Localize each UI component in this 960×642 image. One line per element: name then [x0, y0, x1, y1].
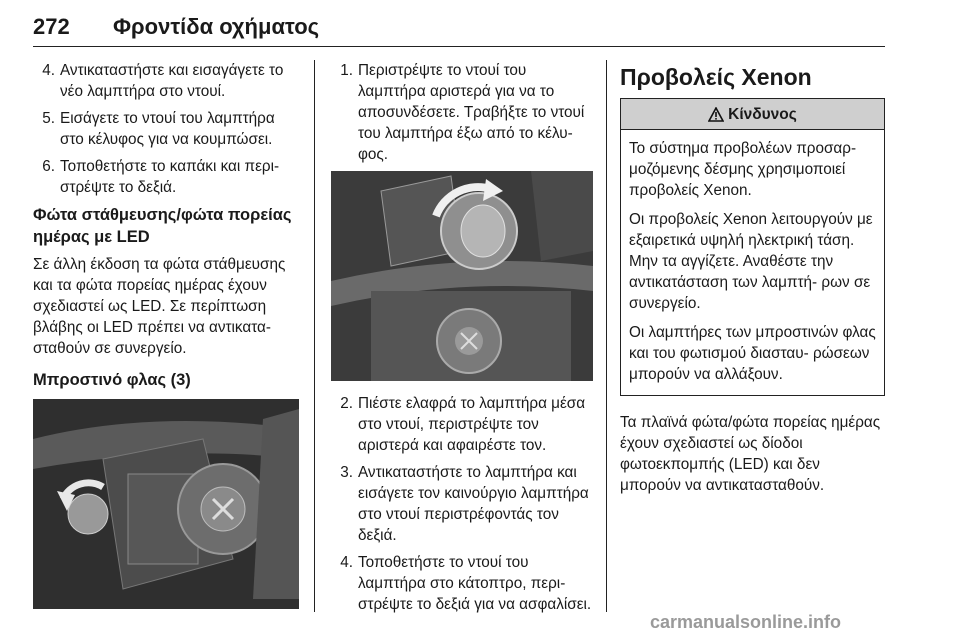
- column-divider: [314, 60, 315, 612]
- section-title: Φροντίδα οχήματος: [113, 14, 320, 39]
- danger-paragraph: Το σύστημα προβολέων προσαρ‐ μοζόμενης δέσμης χρησιμοποιεί προβολείς Xenon.: [629, 140, 857, 199]
- step-number: 6.: [42, 158, 55, 175]
- led-note: Τα πλαϊνά φώτα/φώτα πορείας ημέρας έχουν σχεδιαστεί ως δίοδοι φωτοεκπομπής (LED) και δεν μπορούν να αντικατασταθούν.: [620, 414, 881, 494]
- step-number: 3.: [340, 464, 353, 481]
- warning-triangle-icon: [708, 107, 724, 122]
- list-item: [331, 60, 593, 165]
- list-item: [33, 156, 299, 198]
- step-text: Εισάγετε το ντουί του λαμπτήρα στο κέλυφος για να κουμπώσει.: [60, 110, 275, 148]
- list-item: [33, 60, 299, 102]
- step-text: Τοποθετήστε το καπάκι και περι‐ στρέψτε το δεξιά.: [60, 158, 280, 196]
- danger-paragraph: Οι προβολείς Xenon λειτουργούν με εξαιρετικά υψηλή ηλεκτρική τάση. Μην τα αγγίζετε. Αναθέστε την αντικατάσταση των λαμπτή‐ ρων σε συνεργείο.: [629, 211, 873, 312]
- step-number: 2.: [340, 395, 353, 412]
- column-right: [620, 60, 885, 506]
- step-text: Περιστρέψτε το ντουί του λαμπτήρα αριστερά για να το αποσυνδέσετε. Τραβήξτε το ντουί του λαμπτήρα έξω από το κέλυ‐ φος.: [358, 62, 585, 163]
- steps-list: [331, 60, 593, 165]
- danger-box-body: [621, 130, 884, 395]
- headlamp-bulb-illustration: [331, 171, 593, 381]
- danger-paragraph: Οι λαμπτήρες των μπροστινών φλας και του φωτισμού διασταυ‐ ρώσεων μπορούν να αλλάξουν.: [629, 324, 876, 383]
- steps-list-continued: [331, 393, 593, 615]
- column-divider: [606, 60, 607, 612]
- danger-box: [620, 98, 885, 396]
- list-item: [331, 393, 593, 456]
- step-text: Αντικαταστήστε και εισαγάγετε το νέο λαμπτήρα στο ντουί.: [60, 62, 284, 100]
- drl-paragraph: Σε άλλη έκδοση τα φώτα στάθμευσης και τα φώτα πορείας ημέρας έχουν σχεδιαστεί ως LED. Σε περίπτωση βλάβης οι LED πρέπει να αντικατα‐ σταθούν σε συνεργείο.: [33, 256, 286, 357]
- column-left: [33, 60, 299, 609]
- front-indicator-illustration: [33, 399, 299, 609]
- list-item: [331, 552, 593, 615]
- steps-list: [33, 60, 299, 198]
- headlamp-bulb-figure: [331, 171, 593, 381]
- danger-box-header: [621, 99, 884, 130]
- drl-heading: Φώτα στάθμευσης/φώτα πορείας ημέρας με LED: [33, 206, 292, 246]
- danger-box-title: Κίνδυνος: [728, 105, 797, 123]
- step-text: Πιέστε ελαφρά το λαμπτήρα μέσα στο ντουί, περιστρέψτε τον αριστερά και αφαιρέστε τον.: [358, 395, 586, 454]
- front-indicator-figure: [33, 399, 299, 609]
- step-number: 4.: [42, 62, 55, 79]
- list-item: [331, 462, 593, 546]
- front-indicator-heading: Μπροστινό φλας (3): [33, 371, 191, 389]
- xenon-heading: Προβολείς Xenon: [620, 64, 812, 90]
- column-middle: [331, 60, 593, 621]
- step-number: 1.: [340, 62, 353, 79]
- page-header: [33, 10, 885, 47]
- step-number: 4.: [340, 554, 353, 571]
- watermark: carmanualsonline.info: [650, 612, 842, 632]
- step-text: Τοποθετήστε το ντουί του λαμπτήρα στο κάτοπτρο, περι‐ στρέψτε το δεξιά για να ασφαλίσει.: [358, 554, 592, 613]
- step-number: 5.: [42, 110, 55, 127]
- step-text: Αντικαταστήστε το λαμπτήρα και εισάγετε τον καινούργιο λαμπτήρα στο ντουί περιστρέφοντάς τον δεξιά.: [358, 464, 589, 544]
- page-number: 272: [33, 14, 70, 39]
- list-item: [33, 108, 299, 150]
